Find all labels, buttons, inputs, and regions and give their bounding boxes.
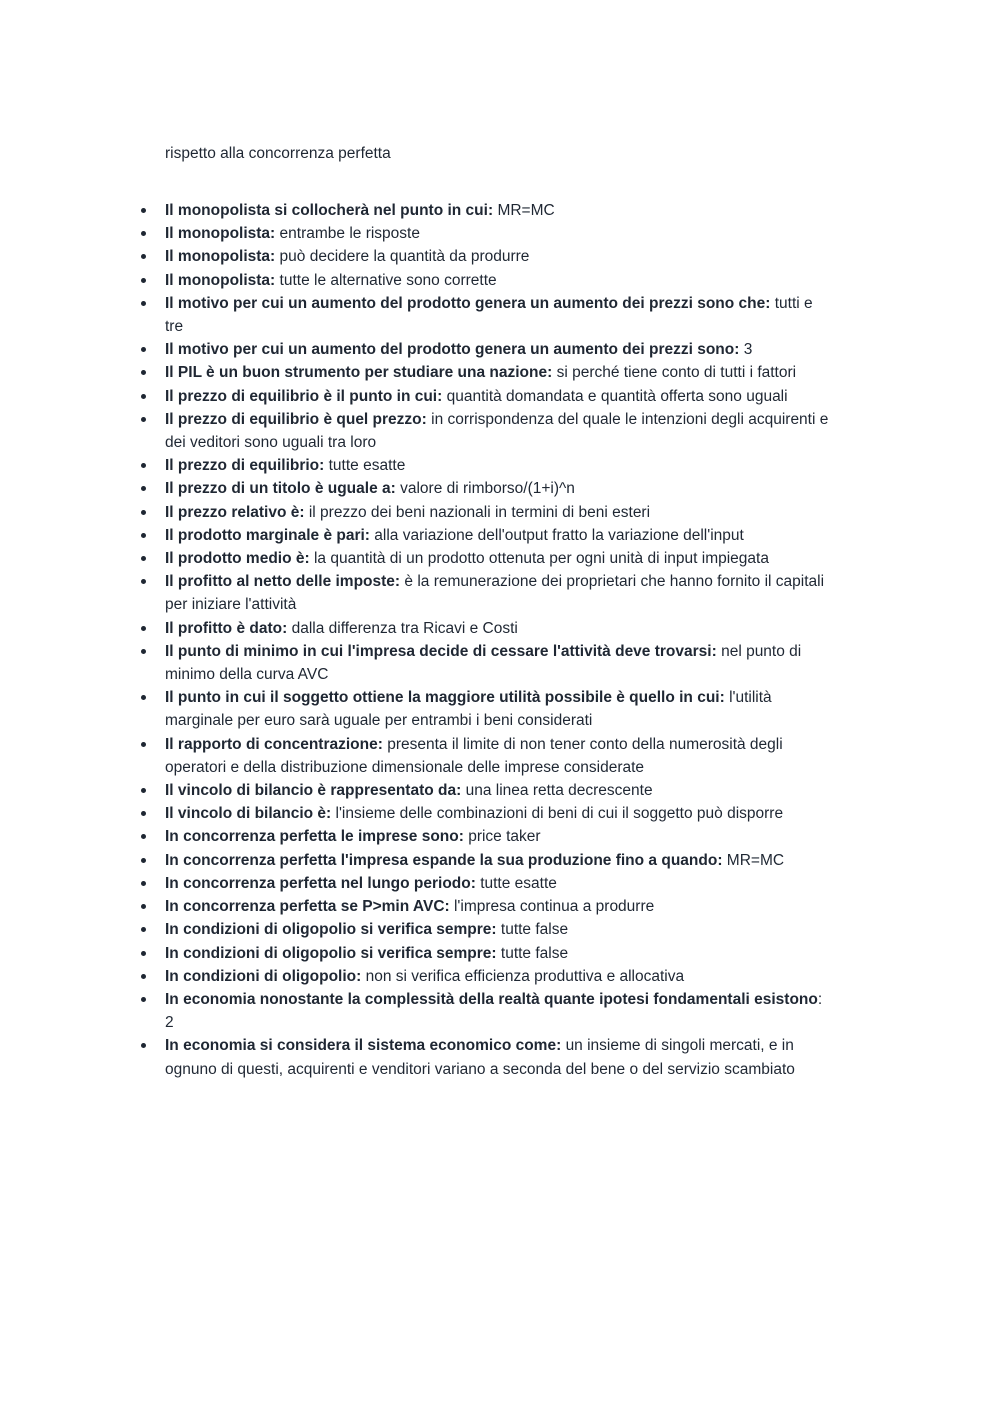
answer-text: tutti e tre bbox=[165, 294, 813, 336]
question-text: Il profitto è dato: bbox=[165, 619, 288, 637]
list-item bbox=[165, 849, 830, 872]
question-text: In economia nonostante la complessità della realtà quante ipotesi fondamentali esistono bbox=[165, 990, 818, 1008]
question-text: In concorrenza perfetta se P>min AVC: bbox=[165, 898, 450, 916]
list-item bbox=[165, 872, 830, 895]
answer-text: tutte esatte bbox=[480, 874, 557, 892]
question-text: Il vincolo di bilancio è rappresentato da: bbox=[165, 782, 462, 800]
question-text: Il monopolista si collocherà nel punto in cui: bbox=[165, 202, 494, 219]
question-text: Il punto di minimo in cui l'impresa decide di cessare l'attività deve trovarsi: bbox=[165, 642, 717, 660]
list-item bbox=[165, 454, 830, 477]
question-text: Il monopolista: bbox=[165, 271, 276, 289]
answer-text: MR=MC bbox=[497, 202, 555, 219]
question-text: Il motivo per cui un aumento del prodotto genera un aumento dei prezzi sono che: bbox=[165, 294, 771, 312]
question-text: Il prezzo relativo è: bbox=[165, 503, 305, 521]
list-item bbox=[165, 199, 830, 222]
answer-text: alla variazione dell'output fratto la variazione dell'input bbox=[374, 526, 744, 544]
list-item bbox=[165, 779, 830, 802]
question-text: Il prodotto medio è: bbox=[165, 550, 310, 568]
question-text: In condizioni di oligopolio si verifica sempre: bbox=[165, 944, 497, 962]
question-text: Il rapporto di concentrazione: bbox=[165, 735, 383, 753]
list-item bbox=[165, 269, 830, 292]
list-item bbox=[165, 686, 830, 732]
answer-text: tutte esatte bbox=[328, 457, 406, 475]
answer-text: l'insieme delle combinazioni di beni di cui il soggetto può disporre bbox=[335, 805, 784, 823]
qa-list bbox=[165, 199, 830, 1081]
answer-text: quantità domandata e quantità offerta sono uguali bbox=[446, 387, 788, 405]
answer-text: è la remunerazione dei proprietari che hanno fornito il capitali per iniziare l'attività bbox=[165, 573, 825, 614]
list-item bbox=[165, 292, 830, 338]
question-text: Il prezzo di equilibrio è il punto in cui: bbox=[165, 387, 443, 405]
answer-text: price taker bbox=[468, 828, 541, 846]
list-item bbox=[165, 918, 830, 941]
list-item bbox=[165, 408, 830, 454]
answer-text: si perché tiene conto di tutti i fattori bbox=[556, 364, 797, 382]
question-text: Il vincolo di bilancio è: bbox=[165, 805, 332, 823]
question-text: Il monopolista: bbox=[165, 248, 276, 266]
answer-text: l'utilità marginale per euro sarà uguale per entrambi i beni considerati bbox=[165, 689, 772, 730]
list-item bbox=[165, 477, 830, 500]
list-item bbox=[165, 245, 830, 268]
answer-text: presenta il limite di non tener conto della numerosità degli operatori e della distribuzione dimensionale delle imprese considerate bbox=[165, 735, 783, 776]
list-item bbox=[165, 802, 830, 825]
question-text: Il profitto al netto delle imposte: bbox=[165, 573, 401, 591]
list-item bbox=[165, 617, 830, 640]
list-item bbox=[165, 965, 830, 988]
answer-text: tutte false bbox=[500, 944, 569, 962]
answer-text: può decidere la quantità da produrre bbox=[279, 248, 530, 266]
list-item bbox=[165, 570, 830, 616]
list-item bbox=[165, 361, 830, 384]
answer-text: un insieme di singoli mercati, e in ognuno di questi, acquirenti e venditori variano a seconda del bene o del servizio scambiato bbox=[165, 1037, 795, 1078]
answer-text: 3 bbox=[743, 341, 753, 359]
answer-text: il prezzo dei beni nazionali in termini di beni esteri bbox=[308, 503, 651, 521]
question-text: In economia si considera il sistema economico come: bbox=[165, 1037, 562, 1055]
list-item bbox=[165, 733, 830, 779]
answer-text: tutte le alternative sono corrette bbox=[279, 271, 497, 289]
question-text: In concorrenza perfetta le imprese sono: bbox=[165, 828, 464, 846]
answer-text: una linea retta decrescente bbox=[465, 782, 653, 800]
list-item bbox=[165, 385, 830, 408]
answer-text: dalla differenza tra Ricavi e Costi bbox=[291, 619, 518, 637]
answer-text: MR=MC bbox=[726, 851, 785, 869]
answer-text: : 2 bbox=[165, 990, 823, 1032]
list-item bbox=[165, 501, 830, 524]
answer-text: la quantità di un prodotto ottenuta per ogni unità di input impiegata bbox=[313, 550, 769, 568]
answer-text: non si verifica efficienza produttiva e allocativa bbox=[365, 967, 685, 985]
list-item bbox=[165, 825, 830, 848]
question-text: Il motivo per cui un aumento del prodotto genera un aumento dei prezzi sono: bbox=[165, 341, 740, 359]
continuation-text: rispetto alla concorrenza perfetta bbox=[165, 145, 391, 162]
answer-text: valore di rimborso/(1+i)^n bbox=[400, 480, 575, 498]
answer-text: tutte false bbox=[500, 921, 569, 939]
list-item bbox=[165, 338, 830, 361]
question-text: Il prodotto marginale è pari: bbox=[165, 526, 370, 544]
question-text: In condizioni di oligopolio si verifica sempre: bbox=[165, 921, 497, 939]
question-text: Il prezzo di equilibrio: bbox=[165, 457, 325, 475]
list-item bbox=[165, 942, 830, 965]
list-item bbox=[165, 222, 830, 245]
question-text: Il monopolista: bbox=[165, 225, 276, 243]
question-text: Il PIL è un buon strumento per studiare una nazione: bbox=[165, 364, 553, 382]
question-text: In concorrenza perfetta l'impresa espande la sua produzione fino a quando: bbox=[165, 851, 723, 869]
question-text: Il prezzo di equilibrio è quel prezzo: bbox=[165, 410, 427, 428]
list-item bbox=[165, 524, 830, 547]
list-item bbox=[165, 640, 830, 686]
question-text: Il punto in cui il soggetto ottiene la maggiore utilità possibile è quello in cui: bbox=[165, 689, 725, 707]
answer-text: entrambe le risposte bbox=[279, 225, 420, 243]
list-item bbox=[165, 547, 830, 570]
answer-text: l'impresa continua a produrre bbox=[453, 898, 655, 916]
answer-text: nel punto di minimo della curva AVC bbox=[165, 642, 802, 684]
list-item bbox=[165, 988, 830, 1034]
question-text: In condizioni di oligopolio: bbox=[165, 967, 362, 985]
list-item bbox=[165, 895, 830, 918]
question-text: Il prezzo di un titolo è uguale a: bbox=[165, 480, 396, 498]
list-item bbox=[165, 1034, 830, 1080]
answer-text: in corrispondenza del quale le intenzioni degli acquirenti e dei veditori sono uguali tra loro bbox=[165, 410, 829, 452]
question-text: In concorrenza perfetta nel lungo periodo: bbox=[165, 874, 476, 892]
